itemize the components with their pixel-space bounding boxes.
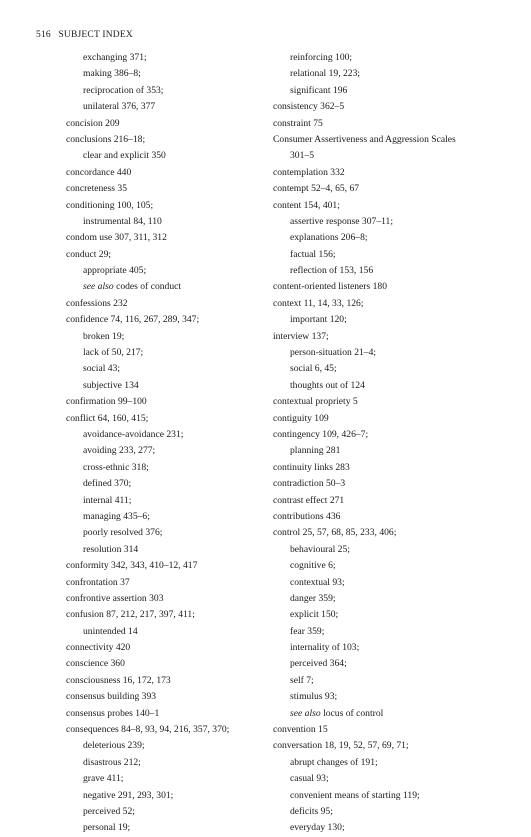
index-subentry	[273, 640, 523, 656]
entry-text: managing 435–6;	[83, 510, 150, 522]
index-entry	[273, 722, 523, 738]
entry-text: significant 196	[290, 84, 348, 96]
index-subentry	[273, 66, 523, 82]
entry-text: assertive response 307–11;	[290, 215, 394, 227]
entry-text: abrupt changes of 191;	[290, 756, 378, 768]
entry-text: explanations 206–8;	[290, 232, 368, 244]
entry-text: reflection of 153, 156	[290, 265, 374, 277]
entry-text: reinforcing 100;	[290, 52, 353, 63]
entry-text: perceived 364;	[290, 658, 347, 670]
index-subentry	[273, 345, 523, 361]
entry-text: unilateral 376, 377	[83, 101, 156, 113]
entry-text: context 11, 14, 33, 126;	[273, 297, 364, 309]
entry-text: conduct 29;	[66, 248, 112, 260]
entry-text: consensus building 393	[66, 691, 157, 703]
index-subentry	[273, 361, 523, 377]
entry-text: consciousness 16, 172, 173	[66, 674, 171, 686]
index-subentry	[273, 788, 523, 804]
entry-text: planning 281	[290, 445, 341, 457]
entry-text: contributions 436	[273, 510, 341, 522]
index-subentry	[273, 624, 523, 640]
entry-text: lack of 50, 217;	[83, 347, 144, 359]
index-subentry	[273, 148, 523, 164]
entry-text: appropriate 405;	[83, 265, 147, 277]
entry-text: connectivity 420	[66, 642, 131, 654]
index-entry	[273, 181, 523, 197]
entry-text: poorly resolved 376;	[83, 527, 163, 539]
index-entry	[273, 738, 523, 754]
index-subentry	[273, 230, 523, 246]
index-entry	[273, 493, 523, 509]
entry-text: deficits 95;	[290, 805, 333, 817]
index-subentry	[273, 214, 523, 230]
entry-text: self 7;	[290, 674, 314, 686]
entry-text: internal 411;	[83, 494, 132, 506]
index-subentry	[273, 656, 523, 672]
entry-text: danger 359;	[290, 592, 336, 604]
entry-text: personal 19;	[83, 822, 131, 834]
page-number: 516	[36, 30, 51, 40]
entry-text: conditioning 100, 105;	[66, 199, 154, 211]
entry-text: disastrous 212;	[83, 756, 141, 768]
entry-text: contingency 109, 426–7;	[273, 428, 369, 440]
index-entry	[273, 460, 523, 476]
entry-text: social 43;	[83, 363, 121, 375]
index-subentry	[273, 558, 523, 574]
entry-text: contradiction 50–3	[273, 478, 346, 490]
entry-text: convenient means of starting 119;	[290, 789, 420, 801]
index-subentry	[273, 263, 523, 279]
entry-text: codes of conduct	[116, 281, 182, 293]
entry-text: Consumer Assertiveness and Aggression Scales	[273, 133, 456, 145]
entry-text: conclusions 216–18;	[66, 133, 146, 145]
entry-text: continuity links 283	[273, 461, 350, 473]
index-entry	[273, 427, 523, 443]
index-subentry	[273, 83, 523, 99]
entry-text: fear 359;	[290, 625, 325, 637]
entry-text: casual 93;	[290, 773, 329, 785]
entry-text: consensus probes 140–1	[66, 707, 160, 719]
index-column-right	[273, 50, 523, 837]
entry-text: resolution 314	[83, 543, 139, 555]
see-also-label: see also	[83, 281, 114, 293]
index-subentry	[273, 575, 523, 591]
entry-text: behavioural 25;	[290, 543, 350, 555]
entry-text: cognitive 6;	[290, 560, 336, 572]
entry-text: conflict 64, 160, 415;	[66, 412, 149, 424]
entry-text: confidence 74, 116, 267, 289, 347;	[66, 314, 200, 326]
entry-text: confrontive assertion 303	[66, 592, 164, 604]
entry-text: negative 291, 293, 301;	[83, 789, 174, 801]
index-entry	[273, 165, 523, 181]
index-subentry	[273, 689, 523, 705]
index-subentry	[273, 804, 523, 820]
running-head	[36, 30, 133, 40]
index-subentry	[273, 755, 523, 771]
entry-text: social 6, 45;	[290, 363, 337, 375]
entry-text: person-situation 21–4;	[290, 347, 377, 359]
index-entry	[273, 411, 523, 427]
index-subentry	[273, 443, 523, 459]
entry-text: explicit 150;	[290, 609, 339, 621]
index-subentry	[273, 247, 523, 263]
entry-text: subjective 134	[83, 379, 139, 391]
entry-text: everyday 130;	[290, 822, 345, 834]
entry-text: interview 137;	[273, 330, 329, 342]
entry-text: control 25, 57, 68, 85, 233, 406;	[273, 527, 397, 539]
index-subentry	[273, 673, 523, 689]
index-subentry	[273, 378, 523, 394]
entry-text: internality of 103;	[290, 642, 360, 654]
entry-text: constraint 75	[273, 117, 323, 129]
entry-text: consistency 362–5	[273, 101, 345, 113]
index-subentry	[273, 542, 523, 558]
index-entry	[273, 394, 523, 410]
entry-text: concordance 440	[66, 166, 132, 178]
see-also-label: see also	[290, 707, 321, 719]
entry-text: exchanging 371;	[83, 52, 147, 63]
entry-text: 301–5	[290, 150, 314, 162]
entry-text: contrast effect 271	[273, 494, 345, 506]
entry-text: unintended 14	[83, 625, 138, 637]
entry-text: defined 370;	[83, 478, 132, 490]
entry-text: conversation 18, 19, 52, 57, 69, 71;	[273, 740, 409, 752]
index-entry	[273, 329, 523, 345]
index-entry	[273, 198, 523, 214]
index-subentry	[273, 771, 523, 787]
index-entry	[273, 509, 523, 525]
index-entry	[273, 279, 523, 295]
index-entry	[273, 525, 523, 541]
entry-text: stimulus 93;	[290, 691, 338, 703]
index-entry	[273, 99, 523, 115]
entry-text: clear and explicit 350	[83, 150, 166, 162]
entry-text: relational 19, 223;	[290, 68, 361, 80]
entry-text: reciprocation of 353;	[83, 84, 164, 96]
entry-text: contextual 93;	[290, 576, 345, 588]
index-subentry	[273, 706, 523, 722]
entry-text: avoidance-avoidance 231;	[83, 428, 184, 440]
entry-text: avoiding 233, 277;	[83, 445, 156, 457]
index-entry	[273, 296, 523, 312]
entry-text: consequences 84–8, 93, 94, 216, 357, 370;	[66, 724, 230, 736]
entry-text: conformity 342, 343, 410–12, 417	[66, 560, 198, 572]
entry-text: factual 156;	[290, 248, 336, 260]
entry-text: locus of control	[323, 707, 384, 719]
entry-text: content-oriented listeners 180	[273, 281, 388, 293]
entry-text: confirmation 99–100	[66, 396, 147, 408]
entry-text: deleterious 239;	[83, 740, 145, 752]
index-subentry	[273, 312, 523, 328]
index-subentry	[273, 820, 523, 836]
index-entry	[273, 116, 523, 132]
index-subentry	[273, 50, 523, 66]
entry-text: contempt 52–4, 65, 67	[273, 183, 360, 195]
index-entry	[273, 132, 523, 148]
index-entry	[273, 476, 523, 492]
entry-text: condom use 307, 311, 312	[66, 232, 167, 244]
entry-text: contextual propriety 5	[273, 396, 358, 408]
entry-text: content 154, 401;	[273, 199, 340, 211]
entry-text: confrontation 37	[66, 576, 130, 588]
entry-text: concreteness 35	[66, 183, 128, 195]
entry-text: confusion 87, 212, 217, 397, 411;	[66, 609, 195, 621]
entry-text: convention 15	[273, 724, 328, 736]
entry-text: contiguity 109	[273, 412, 329, 424]
entry-text: cross-ethnic 318;	[83, 461, 149, 473]
entry-text: grave 411;	[83, 773, 124, 785]
entry-text: concision 209	[66, 117, 120, 129]
entry-text: important 120;	[290, 314, 347, 326]
entry-text: perceived 52;	[83, 805, 135, 817]
entry-text: confessions 232	[66, 297, 128, 309]
entry-text: contemplation 332	[273, 166, 345, 178]
entry-text: broken 19;	[83, 330, 125, 342]
running-head-title: SUBJECT INDEX	[58, 30, 133, 40]
entry-text: thoughts out of 124	[290, 379, 365, 391]
entry-text: making 386–8;	[83, 68, 141, 80]
entry-text: conscience 360	[66, 658, 125, 670]
entry-text: instrumental 84, 110	[83, 215, 162, 227]
index-subentry	[273, 607, 523, 623]
index-subentry	[273, 591, 523, 607]
